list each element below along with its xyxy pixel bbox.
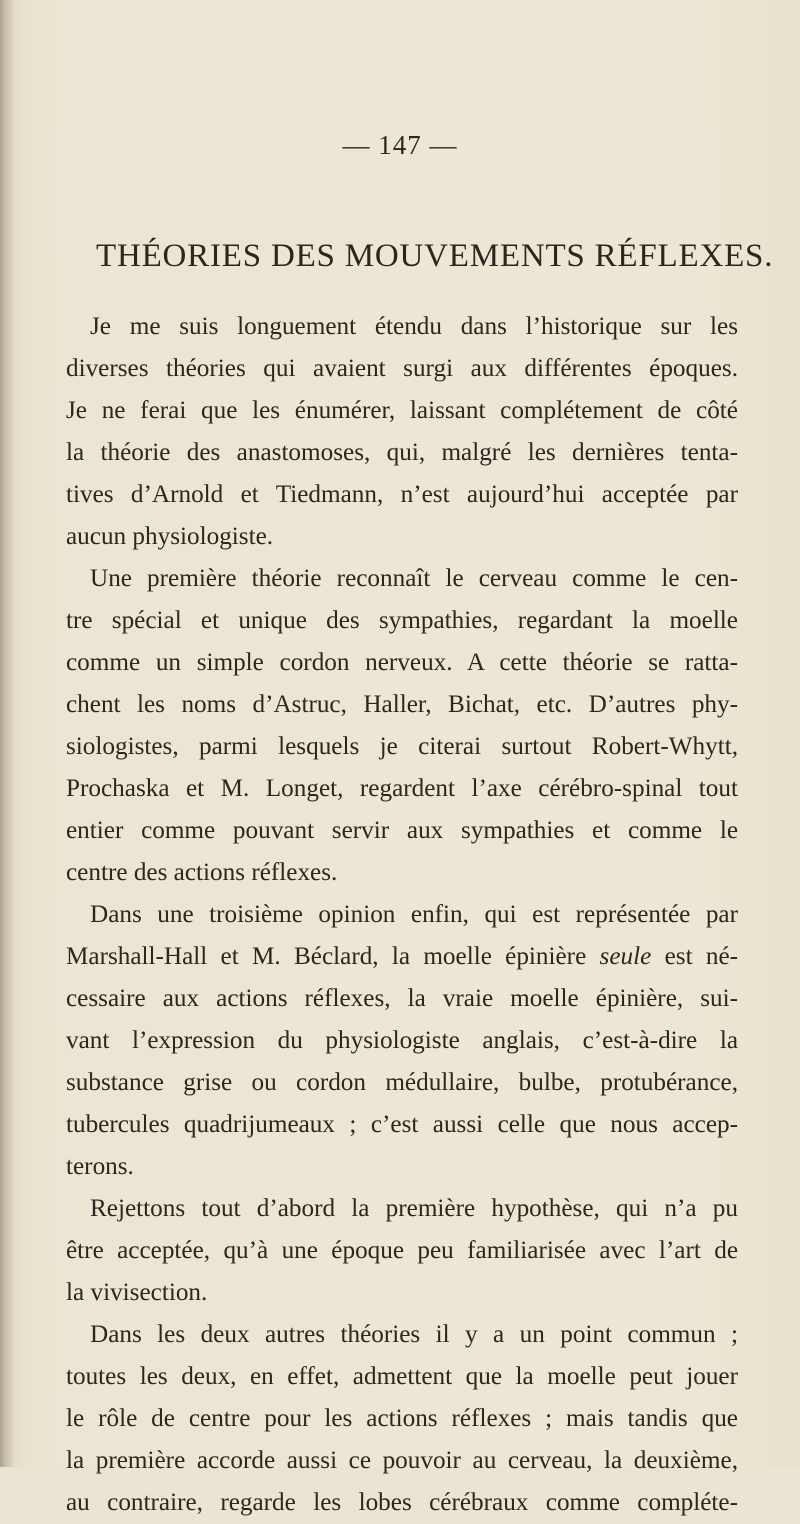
text-line: entier comme pouvant servir aux sympathies et comme le (66, 817, 738, 844)
page-number: — 147 — (342, 130, 458, 160)
text-segment: Marshall-Hall et M. Béclard, la moelle épinière (66, 943, 587, 970)
text-line: tre spécial et unique des sympathies, regardant la moelle (66, 607, 738, 634)
text-line: comme un simple cordon nerveux. A cette théorie se ratta- (66, 649, 738, 676)
text-line: Dans une troisième opinion enfin, qui est représentée par (90, 901, 738, 928)
text-line: tubercules quadrijumeaux ; c’est aussi celle que nous accep- (66, 1111, 738, 1138)
text-line: siologistes, parmi lesquels je citerai surtout Robert-Whytt, (66, 733, 738, 760)
text-line: être acceptée, qu’à une époque peu familiarisée avec l’art de (66, 1237, 738, 1264)
text-line: centre des actions réflexes. (66, 859, 338, 886)
text-line: la première accorde aussi ce pouvoir au cerveau, la deuxième, (66, 1447, 738, 1474)
text-line: la vivisection. (66, 1279, 208, 1306)
section-heading: THÉORIES DES MOUVEMENTS RÉFLEXES. (96, 238, 774, 274)
text-line: terons. (66, 1153, 134, 1180)
text-line: toutes les deux, en effet, admettent que la moelle peut jouer (66, 1363, 738, 1390)
italic-word: seule (599, 943, 652, 970)
text-line: Une première théorie reconnaît le cerveau comme le cen- (90, 565, 738, 592)
paragraph-2 (66, 558, 738, 894)
text-line: vant l’expression du physiologiste anglais, c’est-à-dire la (66, 1027, 738, 1054)
text-line: tives d’Arnold et Tiedmann, n’est aujourd’hui acceptée par (66, 481, 738, 508)
text-line: la théorie des anastomoses, qui, malgré les dernières tenta- (66, 439, 738, 466)
text-line: Dans les deux autres théories il y a un point commun ; (90, 1321, 738, 1348)
paragraph-5 (66, 1314, 738, 1524)
text-line: chent les noms d’Astruc, Haller, Bichat, etc. D’autres phy- (66, 691, 738, 718)
text-line: Rejettons tout d’abord la première hypothèse, qui n’a pu (90, 1195, 738, 1222)
text-line: Je ne ferai que les énumérer, laissant complétement de côté (66, 397, 738, 424)
text-line: diverses théories qui avaient surgi aux différentes époques. (66, 355, 738, 382)
text-line: au contraire, regarde les lobes cérébraux comme compléte- (66, 1489, 738, 1516)
text-line: le rôle de centre pour les actions réflexes ; mais tandis que (66, 1405, 738, 1432)
text-line: Prochaska et M. Longet, regardent l’axe cérébro-spinal tout (66, 775, 738, 802)
text-segment: est né- (664, 943, 739, 970)
paragraph-1 (66, 306, 738, 558)
text-line: aucun physiologiste. (66, 523, 274, 550)
paragraph-4 (66, 1188, 738, 1314)
text-line: Je me suis longuement étendu dans l’historique sur les (90, 313, 738, 340)
text-line-with-italic (66, 936, 738, 978)
paragraph-3 (66, 894, 738, 1188)
body-text (66, 306, 738, 1524)
binding-gutter (0, 0, 14, 1467)
text-line: cessaire aux actions réflexes, la vraie moelle épinière, sui- (66, 985, 738, 1012)
text-line: substance grise ou cordon médullaire, bulbe, protubérance, (66, 1069, 738, 1096)
